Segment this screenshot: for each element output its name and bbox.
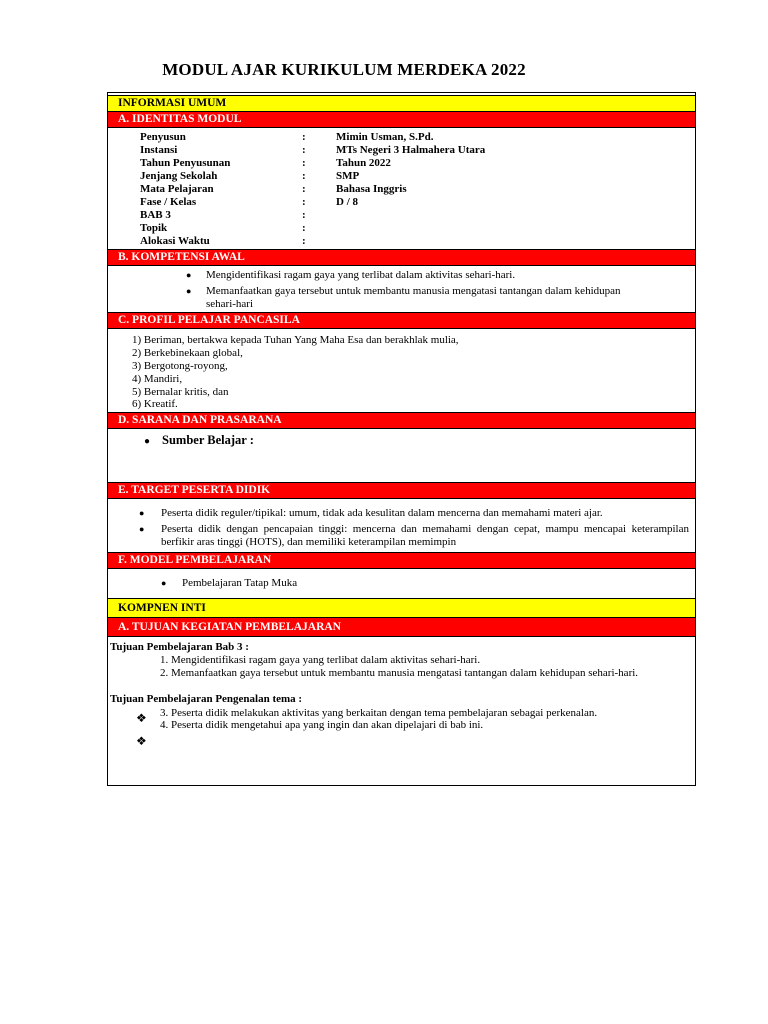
identitas-colon: :: [302, 196, 306, 208]
identitas-colon: :: [302, 157, 306, 169]
bullet-icon: ●: [186, 286, 192, 296]
kompetensi-item: Mengidentifikasi ragam gaya yang terlibat dalam aktivitas sehari-hari.: [206, 269, 516, 281]
profil-item: 6) Kreatif.: [132, 398, 178, 410]
identitas-value: D / 8: [336, 196, 358, 208]
tujuan-bab-title: Tujuan Pembelajaran Bab 3 :: [110, 641, 249, 653]
header-informasi-umum: INFORMASI UMUM: [108, 95, 695, 112]
target-item: Peserta didik dengan pencapaian tinggi: mencerna dan memahami dengan cepat, mampu mencapai keterampilan berfikir aras tinggi (HOTS), dan memiliki keterampilan memimpin: [161, 523, 689, 548]
sumber-belajar-label: Sumber Belajar :: [162, 433, 254, 447]
tujuan-tema-title: Tujuan Pembelajaran Pengenalan tema :: [110, 693, 303, 705]
identitas-label: Alokasi Waktu: [140, 235, 210, 247]
identitas-label: Mata Pelajaran: [140, 183, 214, 195]
profil-item: 1) Beriman, bertakwa kepada Tuhan Yang Maha Esa dan berakhlak mulia,: [132, 334, 459, 346]
header-tujuan-kegiatan: A. TUJUAN KEGIATAN PEMBELAJARAN: [108, 617, 695, 637]
identitas-colon: :: [302, 170, 306, 182]
tujuan-tema-item: 4. Peserta didik mengetahui apa yang ingin dan akan dipelajari di bab ini.: [160, 719, 484, 731]
identitas-colon: :: [302, 222, 306, 234]
header-target-peserta: E. TARGET PESERTA DIDIK: [108, 482, 695, 499]
model-item: Pembelajaran Tatap Muka: [182, 577, 298, 589]
header-kompetensi-awal: B. KOMPETENSI AWAL: [108, 249, 695, 266]
identitas-label: Penyusun: [140, 131, 186, 143]
header-identitas-modul: A. IDENTITAS MODUL: [108, 111, 695, 128]
identitas-colon: :: [302, 183, 306, 195]
identitas-label: Fase / Kelas: [140, 196, 197, 208]
identitas-colon: :: [302, 235, 306, 247]
identitas-colon: :: [302, 144, 306, 156]
identitas-colon: :: [302, 209, 306, 221]
tujuan-bab-item: 1. Mengidentifikasi ragam gaya yang terlibat dalam aktivitas sehari-hari.: [160, 654, 481, 666]
identitas-label: BAB 3: [140, 209, 171, 221]
tujuan-bab-item: [160, 667, 670, 680]
identitas-label: Tahun Penyusunan: [140, 157, 231, 169]
module-table: [107, 92, 696, 786]
header-model-pembelajaran: F. MODEL PEMBELAJARAN: [108, 552, 695, 569]
bullet-icon: ●: [144, 436, 151, 447]
identitas-colon: :: [302, 131, 306, 143]
profil-item: 4) Mandiri,: [132, 373, 183, 385]
bullet-icon: ●: [139, 508, 145, 518]
header-sarana-prasarana: D. SARANA DAN PRASARANA: [108, 412, 695, 429]
bullet-icon: ●: [186, 270, 192, 280]
header-profil-pelajar: C. PROFIL PELAJAR PANCASILA: [108, 312, 695, 329]
diamond-bullet-icon: ❖: [136, 734, 147, 748]
header-komponen-inti: KOMPNEN INTI: [108, 598, 695, 618]
identitas-value: SMP: [336, 170, 360, 182]
profil-item: 3) Bergotong-royong,: [132, 360, 228, 372]
kompetensi-item: Memanfaatkan gaya tersebut untuk membantu manusia mengatasi tantangan dalam kehidupan sehari-hari: [206, 285, 621, 310]
identitas-value: Mimin Usman, S.Pd.: [336, 131, 434, 143]
identitas-label: Jenjang Sekolah: [140, 170, 218, 182]
bullet-icon: ●: [161, 578, 167, 588]
diamond-bullet-icon: ❖: [136, 711, 147, 725]
identitas-value: MTs Negeri 3 Halmahera Utara: [336, 144, 486, 156]
identitas-value: Tahun 2022: [336, 157, 391, 169]
document-title: MODUL AJAR KURIKULUM MERDEKA 2022: [162, 60, 526, 79]
profil-item: 5) Bernalar kritis, dan: [132, 386, 229, 398]
tujuan-tema-item: 3. Peserta didik melakukan aktivitas yang berkaitan dengan tema pembelajaran sebagai perkenalan.: [160, 707, 598, 719]
profil-item: 2) Berkebinekaan global,: [132, 347, 243, 359]
identitas-value: Bahasa Inggris: [336, 183, 407, 195]
tujuan-bab-item-text: 2. Memanfaatkan gaya tersebut untuk membantu manusia mengatasi tantangan dalam kehidupan sehari-hari.: [160, 667, 639, 679]
bullet-icon: ●: [139, 524, 145, 534]
identitas-label: Instansi: [140, 144, 178, 156]
identitas-label: Topik: [140, 222, 168, 234]
target-item: Peserta didik reguler/tipikal: umum, tidak ada kesulitan dalam mencerna dan memahami materi ajar.: [161, 507, 603, 519]
